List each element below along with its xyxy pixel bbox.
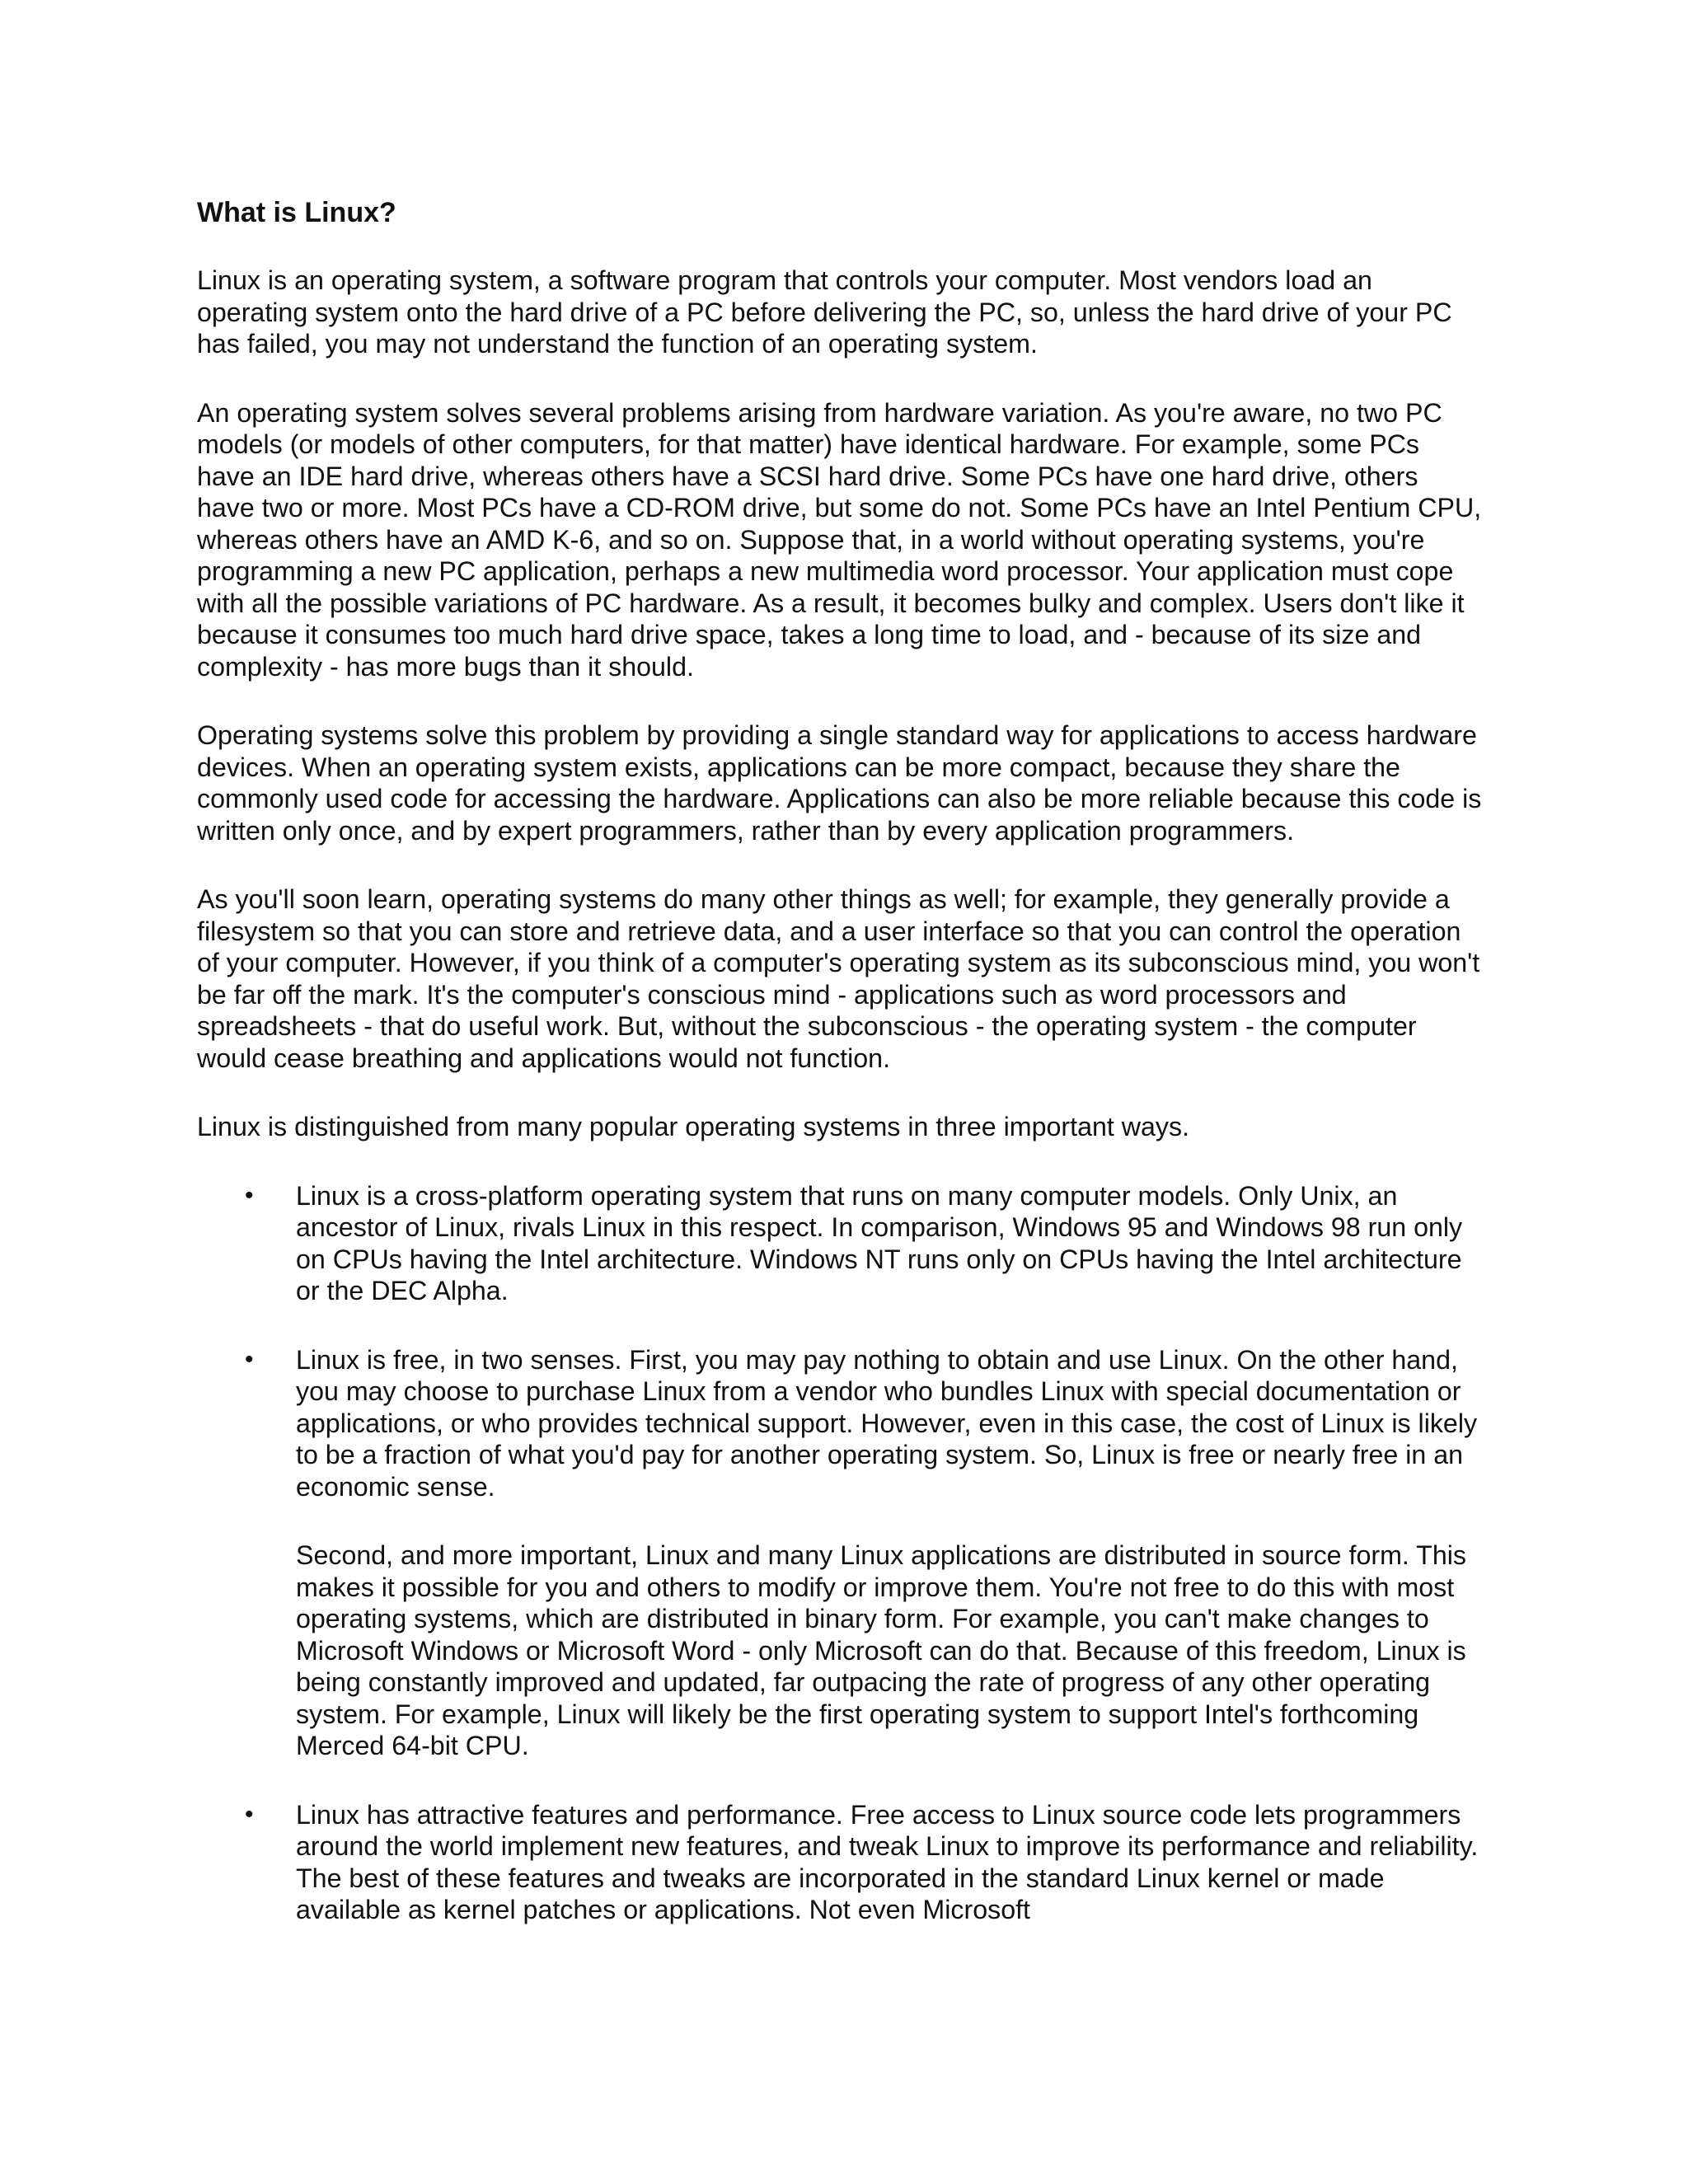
- list-item: [197, 1344, 1483, 1762]
- bullet-icon: •: [245, 1181, 254, 1209]
- bullet-icon: •: [245, 1800, 254, 1828]
- list-item: [197, 1799, 1483, 1926]
- paragraph-intro: Linux is an operating system, a software program that controls your computer. Most vendors load an operating system onto the hard drive of a PC before delivering the PC, so, unless the hard drive of your PC has failed, you may not understand the function of an operating system.: [197, 265, 1452, 359]
- bullet-text: Linux is free, in two senses. First, you may pay nothing to obtain and use Linux. On the other hand, you may choose to purchase Linux from a vendor who bundles Linux with special documentation or applications, or who provides technical support. However, even in this case, the cost of Linux is likely to be a fraction of what you'd pay for another operating system. So, Linux is free or nearly free in an economic sense.: [296, 1344, 1478, 1502]
- bullet-subparagraph: Second, and more important, Linux and many Linux applications are distributed in source form. This makes it possible for you and others to modify or improve them. You're not free to do this with most operating systems, which are distributed in binary form. For example, you can't make changes to Microsoft Windows or Microsoft Word - only Microsoft can do that. Because of this freedom, Linux is being constantly improved and updated, far outpacing the rate of progress of any other operating system. For example, Linux will likely be the first operating system to support Intel's forthcoming Merced 64-bit CPU.: [296, 1540, 1466, 1760]
- list-item: [197, 1180, 1483, 1307]
- page-title: What is Linux?: [197, 197, 396, 228]
- paragraph-hardware-variation: An operating system solves several problems arising from hardware variation. As you're aware, no two PC models (or models of other computers, for that matter) have identical hardware. For example, some PCs have an IDE hard drive, whereas others have a SCSI hard drive. Some PCs have one hard drive, others have two or more. Most PCs have a CD-ROM drive, but some do not. Some PCs have an Intel Pentium CPU, whereas others have an AMD K-6, and so on. Suppose that, in a world without operating systems, you're programming a new PC application, perhaps a new multimedia word processor. Your application must cope with all the possible variations of PC hardware. As a result, it becomes bulky and complex. Users don't like it because it consumes too much hard drive space, takes a long time to load, and - because of its size and complexity - has more bugs than it should.: [197, 397, 1482, 682]
- paragraph-subconscious: As you'll soon learn, operating systems do many other things as well; for example, they generally provide a filesystem so that you can store and retrieve data, and a user interface so that you can control the operation of your computer. However, if you think of a computer's operating system as its subconscious mind, you won't be far off the mark. It's the computer's conscious mind - applications such as word processors and spreadsheets - that do useful work. But, without the subconscious - the operating system - the computer would cease breathing and applications would not function.: [197, 884, 1480, 1073]
- bullet-icon: •: [245, 1345, 254, 1373]
- bullet-text: Linux has attractive features and performance. Free access to Linux source code lets programmers around the world implement new features, and tweak Linux to improve its performance and reliability. The best of these features and tweaks are incorporated in the standard Linux kernel or made available as kernel patches or applications. Not even Microsoft: [296, 1799, 1479, 1924]
- paragraph-standard-access: Operating systems solve this problem by providing a single standard way for applications to access hardware devices. When an operating system exists, applications can be more compact, because they share the commonly used code for accessing the hardware. Applications can also be more reliable because this code is written only once, and by expert programmers, rather than by every application programmers.: [197, 720, 1482, 846]
- bullet-list: [197, 1180, 1483, 1926]
- document-page: [197, 196, 1483, 1963]
- bullet-text: Linux is a cross-platform operating system that runs on many computer models. Only Unix, an ancestor of Linux, rivals Linux in this respect. In comparison, Windows 95 and Windows 98 run only on CPUs having the Intel architecture. Windows NT runs only on CPUs having the Intel architecture or the DEC Alpha.: [296, 1180, 1463, 1305]
- paragraph-three-ways: Linux is distinguished from many popular operating systems in three important ways.: [197, 1112, 1190, 1141]
